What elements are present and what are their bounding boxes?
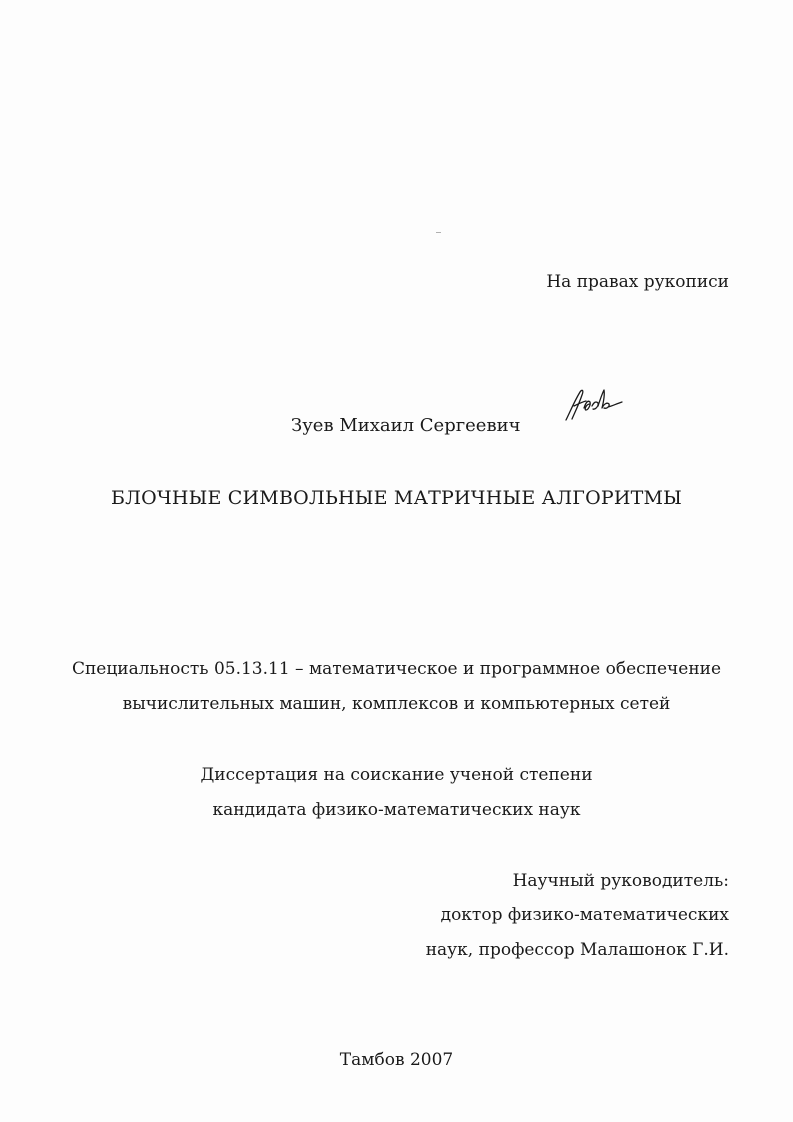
specialty-line-1: Специальность 05.13.11 – математическое и программное обеспечение <box>71 659 722 679</box>
author-name: Зуев Михаил Сергеевич <box>291 415 521 436</box>
degree-line-2: кандидата физико-математических наук <box>212 800 581 820</box>
specialty-line-2: вычислительных машин, комплексов и компьютерных сетей <box>122 694 671 714</box>
supervisor-name: наук, профессор Малашонок Г.И. <box>425 940 729 960</box>
supervisor-degree: доктор физико-математических <box>440 905 729 925</box>
city-year: Тамбов 2007 <box>339 1050 454 1070</box>
supervisor-label: Научный руководитель: <box>512 871 729 891</box>
scan-speck <box>436 232 441 233</box>
degree-line-1: Диссертация на соискание ученой степени <box>200 765 593 785</box>
dissertation-title: БЛОЧНЫЕ СИМВОЛЬНЫЕ МАТРИЧНЫЕ АЛГОРИТМЫ <box>110 487 683 509</box>
rights-note: На правах рукописи <box>546 272 729 292</box>
author-signature <box>560 386 626 426</box>
